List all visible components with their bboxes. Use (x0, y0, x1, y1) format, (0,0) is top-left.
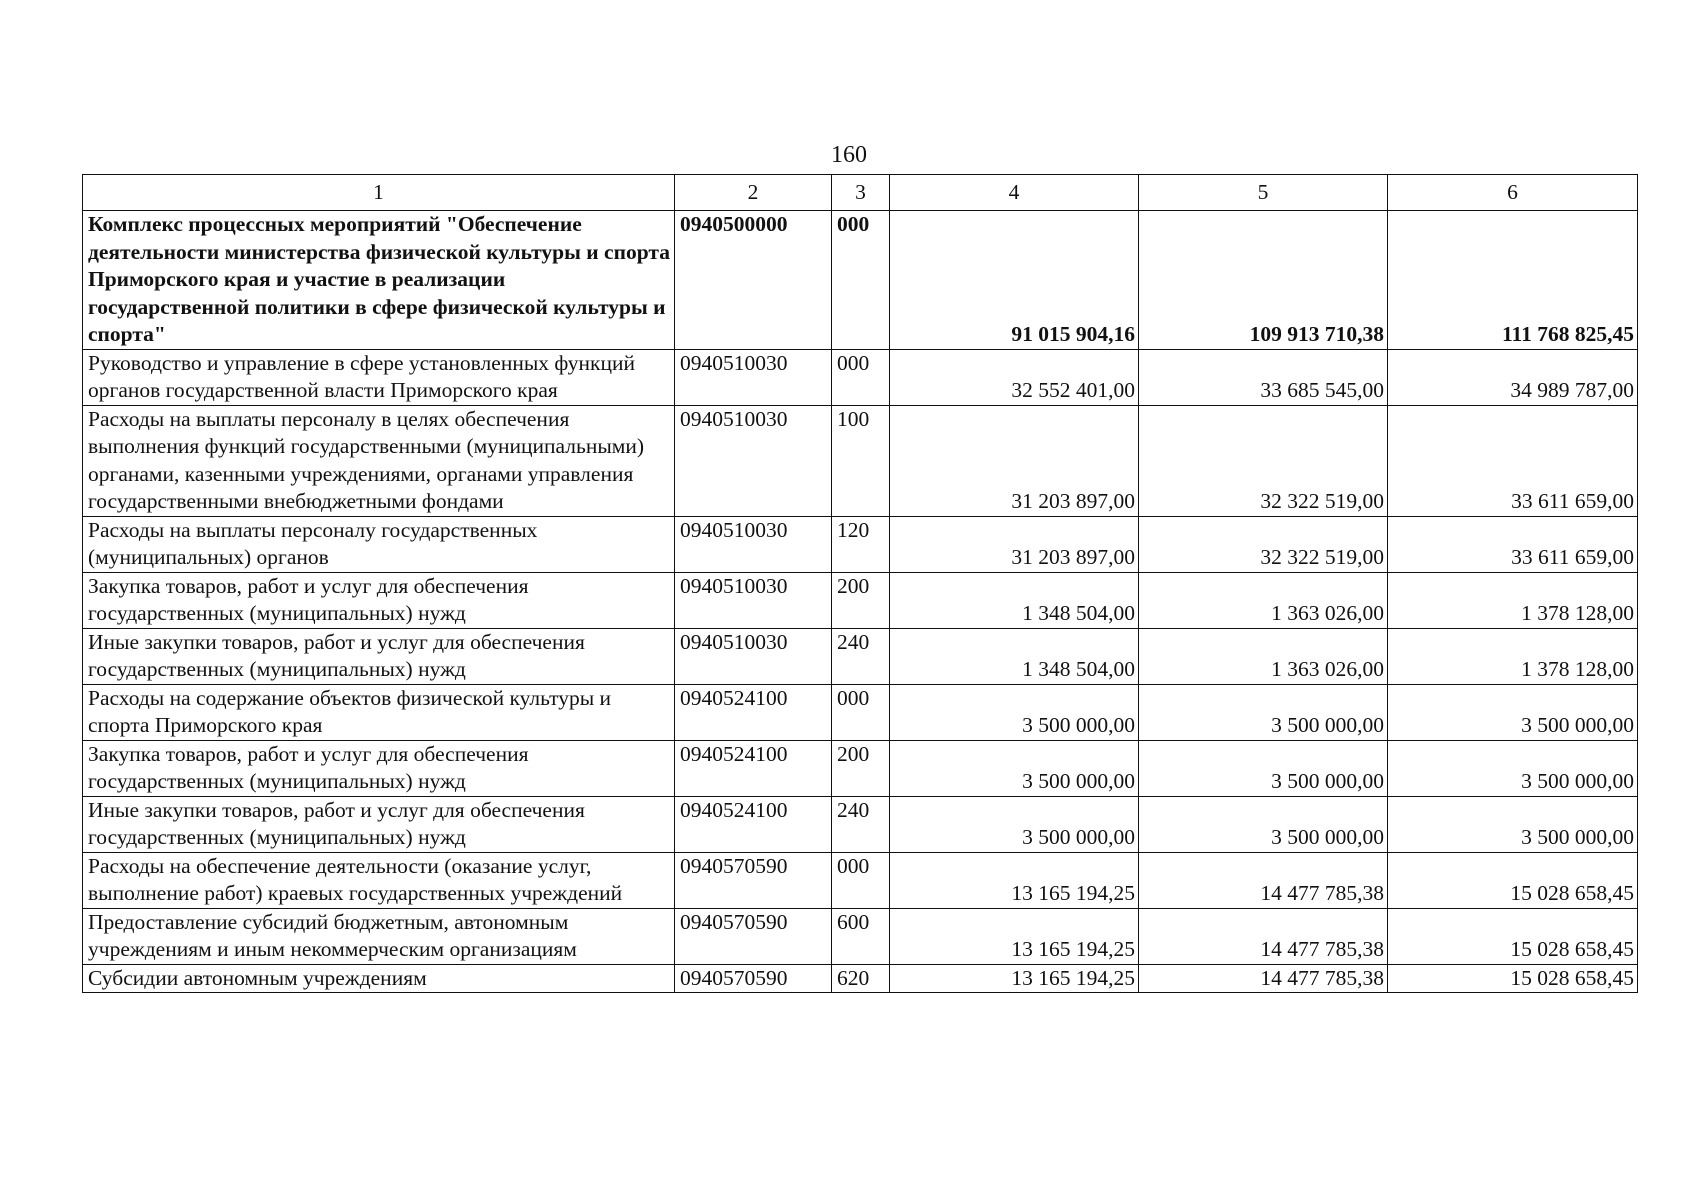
row-kind: 620 (832, 964, 890, 993)
row-value-col6: 15 028 658,45 (1388, 908, 1638, 964)
row-name: Иные закупки товаров, работ и услуг для обеспечения государственных (муниципальных) нужд (83, 796, 675, 852)
table-row (83, 852, 1638, 908)
row-kind: 000 (832, 852, 890, 908)
row-value-col6: 34 989 787,00 (1388, 349, 1638, 405)
column-header: 2 (675, 175, 832, 211)
row-name: Закупка товаров, работ и услуг для обеспечения государственных (муниципальных) нужд (83, 572, 675, 628)
row-value-col4: 31 203 897,00 (890, 405, 1139, 516)
row-value-col6: 33 611 659,00 (1388, 516, 1638, 572)
row-value-col6: 111 768 825,45 (1388, 211, 1638, 350)
column-header: 3 (832, 175, 890, 211)
row-name: Расходы на выплаты персоналу государственных (муниципальных) органов (83, 516, 675, 572)
row-value-col4: 3 500 000,00 (890, 740, 1139, 796)
row-code: 0940510030 (675, 405, 832, 516)
row-value-col4: 13 165 194,25 (890, 964, 1139, 993)
row-value-col6: 1 378 128,00 (1388, 628, 1638, 684)
row-kind: 100 (832, 405, 890, 516)
row-code: 0940524100 (675, 684, 832, 740)
table-row (83, 405, 1638, 516)
row-value-col4: 1 348 504,00 (890, 572, 1139, 628)
table-row (83, 628, 1638, 684)
table-row (83, 516, 1638, 572)
row-kind: 000 (832, 211, 890, 350)
row-code: 0940510030 (675, 572, 832, 628)
row-name: Комплекс процессных мероприятий "Обеспечение деятельности министерства физической культуры и спорта Приморского края и участие в реализации государственной политики в сфере физической культуры и спорта" (83, 211, 675, 350)
table-row (83, 572, 1638, 628)
row-name: Руководство и управление в сфере установленных функций органов государственной власти Приморского края (83, 349, 675, 405)
row-value-col4: 1 348 504,00 (890, 628, 1139, 684)
row-name: Расходы на обеспечение деятельности (оказание услуг, выполнение работ) краевых государственных учреждений (83, 852, 675, 908)
row-value-col4: 13 165 194,25 (890, 852, 1139, 908)
row-name: Расходы на содержание объектов физической культуры и спорта Приморского края (83, 684, 675, 740)
row-value-col6: 3 500 000,00 (1388, 684, 1638, 740)
row-name: Субсидии автономным учреждениям (83, 964, 675, 993)
row-value-col5: 14 477 785,38 (1139, 908, 1388, 964)
row-kind: 600 (832, 908, 890, 964)
row-code: 0940510030 (675, 628, 832, 684)
row-value-col5: 32 322 519,00 (1139, 405, 1388, 516)
row-code: 0940524100 (675, 796, 832, 852)
row-name: Иные закупки товаров, работ и услуг для обеспечения государственных (муниципальных) нужд (83, 628, 675, 684)
row-value-col4: 13 165 194,25 (890, 908, 1139, 964)
row-value-col6: 1 378 128,00 (1388, 572, 1638, 628)
row-code: 0940524100 (675, 740, 832, 796)
row-value-col6: 15 028 658,45 (1388, 964, 1638, 993)
row-value-col5: 3 500 000,00 (1139, 740, 1388, 796)
budget-table (82, 174, 1638, 993)
row-value-col5: 1 363 026,00 (1139, 628, 1388, 684)
table-row (83, 211, 1638, 350)
row-code: 0940510030 (675, 349, 832, 405)
row-value-col5: 3 500 000,00 (1139, 796, 1388, 852)
row-code: 0940510030 (675, 516, 832, 572)
row-kind: 120 (832, 516, 890, 572)
row-kind: 240 (832, 628, 890, 684)
row-value-col5: 3 500 000,00 (1139, 684, 1388, 740)
table-row (83, 684, 1638, 740)
table-header-row (83, 175, 1638, 211)
row-value-col5: 1 363 026,00 (1139, 572, 1388, 628)
row-kind: 200 (832, 572, 890, 628)
row-name: Предоставление субсидий бюджетным, автономным учреждениям и иным некоммерческим организациям (83, 908, 675, 964)
row-kind: 000 (832, 684, 890, 740)
table-row (83, 796, 1638, 852)
row-name: Расходы на выплаты персоналу в целях обеспечения выполнения функций государственными (муниципальными) органами, казенными учреждениями, органами управления государственными внебюджетными фондами (83, 405, 675, 516)
row-value-col5: 32 322 519,00 (1139, 516, 1388, 572)
row-code: 0940570590 (675, 852, 832, 908)
row-kind: 240 (832, 796, 890, 852)
column-header: 1 (83, 175, 675, 211)
row-kind: 200 (832, 740, 890, 796)
row-code: 0940570590 (675, 964, 832, 993)
row-value-col4: 32 552 401,00 (890, 349, 1139, 405)
column-header: 4 (890, 175, 1139, 211)
column-header: 5 (1139, 175, 1388, 211)
row-value-col4: 31 203 897,00 (890, 516, 1139, 572)
row-value-col6: 3 500 000,00 (1388, 740, 1638, 796)
row-value-col4: 3 500 000,00 (890, 796, 1139, 852)
table-row (83, 964, 1638, 993)
table-row (83, 908, 1638, 964)
row-value-col4: 91 015 904,16 (890, 211, 1139, 350)
row-value-col5: 33 685 545,00 (1139, 349, 1388, 405)
row-code: 0940570590 (675, 908, 832, 964)
row-code: 0940500000 (675, 211, 832, 350)
row-value-col5: 109 913 710,38 (1139, 211, 1388, 350)
table-row (83, 740, 1638, 796)
row-value-col5: 14 477 785,38 (1139, 964, 1388, 993)
row-kind: 000 (832, 349, 890, 405)
row-value-col5: 14 477 785,38 (1139, 852, 1388, 908)
row-value-col6: 15 028 658,45 (1388, 852, 1638, 908)
column-header: 6 (1388, 175, 1638, 211)
row-value-col4: 3 500 000,00 (890, 684, 1139, 740)
table-row (83, 349, 1638, 405)
page-number: 160 (831, 142, 867, 168)
row-value-col6: 3 500 000,00 (1388, 796, 1638, 852)
row-value-col6: 33 611 659,00 (1388, 405, 1638, 516)
row-name: Закупка товаров, работ и услуг для обеспечения государственных (муниципальных) нужд (83, 740, 675, 796)
